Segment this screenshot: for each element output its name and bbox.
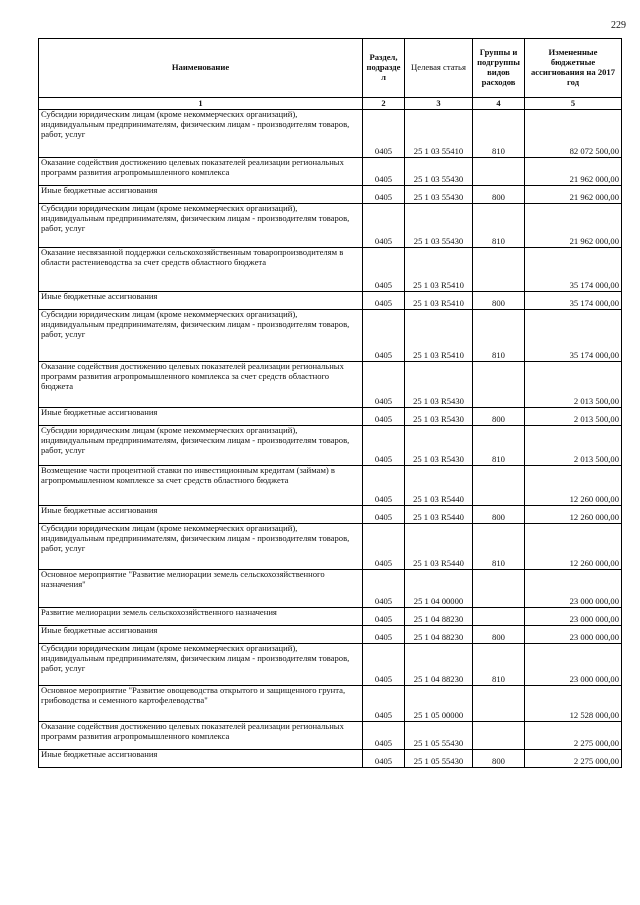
row-group [473, 686, 525, 722]
table-row [39, 722, 622, 750]
row-amount: 12 260 000,00 [525, 466, 622, 506]
row-article: 25 1 05 55430 [405, 750, 473, 768]
header-article: Целевая статья [405, 39, 473, 98]
row-article: 25 1 05 00000 [405, 686, 473, 722]
table-row [39, 204, 622, 248]
table-row [39, 750, 622, 768]
row-amount: 21 962 000,00 [525, 158, 622, 186]
row-group: 810 [473, 310, 525, 362]
row-group [473, 466, 525, 506]
budget-table [38, 38, 622, 768]
table-row [39, 686, 622, 722]
row-article: 25 1 03 R5430 [405, 426, 473, 466]
row-article: 25 1 03 55410 [405, 110, 473, 158]
column-number: 2 [363, 98, 405, 110]
row-section: 0405 [363, 608, 405, 626]
row-name: Субсидии юридическим лицам (кроме некоммерческих организаций), индивидуальным предпринимателям, физическим лицам - производителям товаров, работ, услуг [39, 644, 363, 686]
column-number: 5 [525, 98, 622, 110]
table-row [39, 292, 622, 310]
row-section: 0405 [363, 248, 405, 292]
row-section: 0405 [363, 506, 405, 524]
row-section: 0405 [363, 644, 405, 686]
row-name: Иные бюджетные ассигнования [39, 292, 363, 310]
row-group [473, 248, 525, 292]
row-name: Субсидии юридическим лицам (кроме некоммерческих организаций), индивидуальным предпринимателям, физическим лицам - производителям товаров, работ, услуг [39, 204, 363, 248]
row-section: 0405 [363, 310, 405, 362]
row-amount: 2 275 000,00 [525, 722, 622, 750]
row-article: 25 1 03 55430 [405, 158, 473, 186]
row-section: 0405 [363, 524, 405, 570]
row-amount: 12 260 000,00 [525, 506, 622, 524]
table-header-row [39, 39, 622, 98]
row-article: 25 1 04 00000 [405, 570, 473, 608]
row-section: 0405 [363, 204, 405, 248]
row-group: 800 [473, 506, 525, 524]
row-amount: 82 072 500,00 [525, 110, 622, 158]
row-amount: 21 962 000,00 [525, 204, 622, 248]
row-amount: 21 962 000,00 [525, 186, 622, 204]
row-amount: 23 000 000,00 [525, 644, 622, 686]
row-name: Субсидии юридическим лицам (кроме некоммерческих организаций), индивидуальным предпринимателям, физическим лицам - производителям товаров, работ, услуг [39, 426, 363, 466]
table-row [39, 608, 622, 626]
row-section: 0405 [363, 686, 405, 722]
row-group: 810 [473, 426, 525, 466]
row-group: 800 [473, 292, 525, 310]
row-group [473, 608, 525, 626]
table-row [39, 466, 622, 506]
row-group: 800 [473, 408, 525, 426]
table-body [39, 110, 622, 768]
row-article: 25 1 04 88230 [405, 644, 473, 686]
row-name: Иные бюджетные ассигнования [39, 506, 363, 524]
row-name: Субсидии юридическим лицам (кроме некоммерческих организаций), индивидуальным предпринимателям, физическим лицам - производителям товаров, работ, услуг [39, 110, 363, 158]
row-article: 25 1 03 55430 [405, 204, 473, 248]
row-section: 0405 [363, 466, 405, 506]
table-row [39, 426, 622, 466]
row-name: Иные бюджетные ассигнования [39, 626, 363, 644]
row-article: 25 1 04 88230 [405, 626, 473, 644]
table-row [39, 362, 622, 408]
row-article: 25 1 03 R5410 [405, 248, 473, 292]
row-article: 25 1 04 88230 [405, 608, 473, 626]
row-name: Иные бюджетные ассигнования [39, 750, 363, 768]
row-article: 25 1 03 R5440 [405, 506, 473, 524]
row-article: 25 1 03 R5410 [405, 310, 473, 362]
row-section: 0405 [363, 186, 405, 204]
table-row [39, 644, 622, 686]
row-section: 0405 [363, 408, 405, 426]
row-group: 800 [473, 750, 525, 768]
row-amount: 35 174 000,00 [525, 310, 622, 362]
row-name: Основное мероприятие "Развитие мелиорации земель сельскохозяйственного назначения" [39, 570, 363, 608]
row-name: Субсидии юридическим лицам (кроме некоммерческих организаций), индивидуальным предпринимателям, физическим лицам - производителям товаров, работ, услуг [39, 524, 363, 570]
row-section: 0405 [363, 426, 405, 466]
row-amount: 2 013 500,00 [525, 408, 622, 426]
table-row [39, 110, 622, 158]
table-row [39, 158, 622, 186]
row-article: 25 1 03 R5430 [405, 362, 473, 408]
row-section: 0405 [363, 750, 405, 768]
header-section: Раздел, подразде л [363, 39, 405, 98]
row-amount: 2 275 000,00 [525, 750, 622, 768]
header-group: Группы и подгруппы видов расходов [473, 39, 525, 98]
header-amount: Измененные бюджетные ассигнования на 2017 год [525, 39, 622, 98]
table-row [39, 626, 622, 644]
row-name: Иные бюджетные ассигнования [39, 408, 363, 426]
row-amount: 2 013 500,00 [525, 426, 622, 466]
row-name: Оказание несвязанной поддержки сельскохозяйственным товаропроизводителям в области растениеводства за счет средств областного бюджета [39, 248, 363, 292]
row-name: Основное мероприятие "Развитие овощеводства открытого и защищенного грунта, грибоводства и семенного картофелеводства" [39, 686, 363, 722]
row-article: 25 1 03 55430 [405, 186, 473, 204]
row-amount: 23 000 000,00 [525, 608, 622, 626]
table-row [39, 408, 622, 426]
row-article: 25 1 03 R5410 [405, 292, 473, 310]
table-row [39, 248, 622, 292]
header-name: Наименование [39, 39, 363, 98]
row-amount: 12 528 000,00 [525, 686, 622, 722]
row-name: Возмещение части процентной ставки по инвестиционным кредитам (займам) в агропромышленном комплексе за счет средств областного бюджета [39, 466, 363, 506]
table-row [39, 186, 622, 204]
column-number: 1 [39, 98, 363, 110]
table-row [39, 506, 622, 524]
row-group [473, 722, 525, 750]
row-name: Развитие мелиорации земель сельскохозяйственного назначения [39, 608, 363, 626]
row-section: 0405 [363, 626, 405, 644]
column-number: 4 [473, 98, 525, 110]
row-group: 800 [473, 626, 525, 644]
row-group: 810 [473, 524, 525, 570]
row-amount: 23 000 000,00 [525, 570, 622, 608]
row-section: 0405 [363, 158, 405, 186]
row-amount: 12 260 000,00 [525, 524, 622, 570]
row-amount: 35 174 000,00 [525, 248, 622, 292]
row-article: 25 1 03 R5440 [405, 524, 473, 570]
row-group [473, 158, 525, 186]
row-group [473, 362, 525, 408]
row-name: Оказание содействия достижению целевых показателей реализации региональных программ развития агропромышленного комплекса [39, 722, 363, 750]
row-amount: 23 000 000,00 [525, 626, 622, 644]
row-name: Иные бюджетные ассигнования [39, 186, 363, 204]
row-section: 0405 [363, 362, 405, 408]
table-row [39, 570, 622, 608]
row-group: 810 [473, 204, 525, 248]
row-group [473, 570, 525, 608]
page-number: 229 [611, 20, 626, 31]
row-section: 0405 [363, 570, 405, 608]
table-row [39, 524, 622, 570]
row-article: 25 1 05 55430 [405, 722, 473, 750]
row-section: 0405 [363, 110, 405, 158]
row-name: Оказание содействия достижению целевых показателей реализации региональных программ развития агропромышленного комплекса за счет средств областного бюджета [39, 362, 363, 408]
row-name: Субсидии юридическим лицам (кроме некоммерческих организаций), индивидуальным предпринимателям, физическим лицам - производителям товаров, работ, услуг [39, 310, 363, 362]
row-section: 0405 [363, 722, 405, 750]
row-amount: 35 174 000,00 [525, 292, 622, 310]
column-number: 3 [405, 98, 473, 110]
row-article: 25 1 03 R5440 [405, 466, 473, 506]
row-amount: 2 013 500,00 [525, 362, 622, 408]
row-group: 810 [473, 644, 525, 686]
column-number-row [39, 98, 622, 110]
row-group: 800 [473, 186, 525, 204]
row-article: 25 1 03 R5430 [405, 408, 473, 426]
row-name: Оказание содействия достижению целевых показателей реализации региональных программ развития агропромышленного комплекса [39, 158, 363, 186]
row-group: 810 [473, 110, 525, 158]
table-row [39, 310, 622, 362]
row-section: 0405 [363, 292, 405, 310]
